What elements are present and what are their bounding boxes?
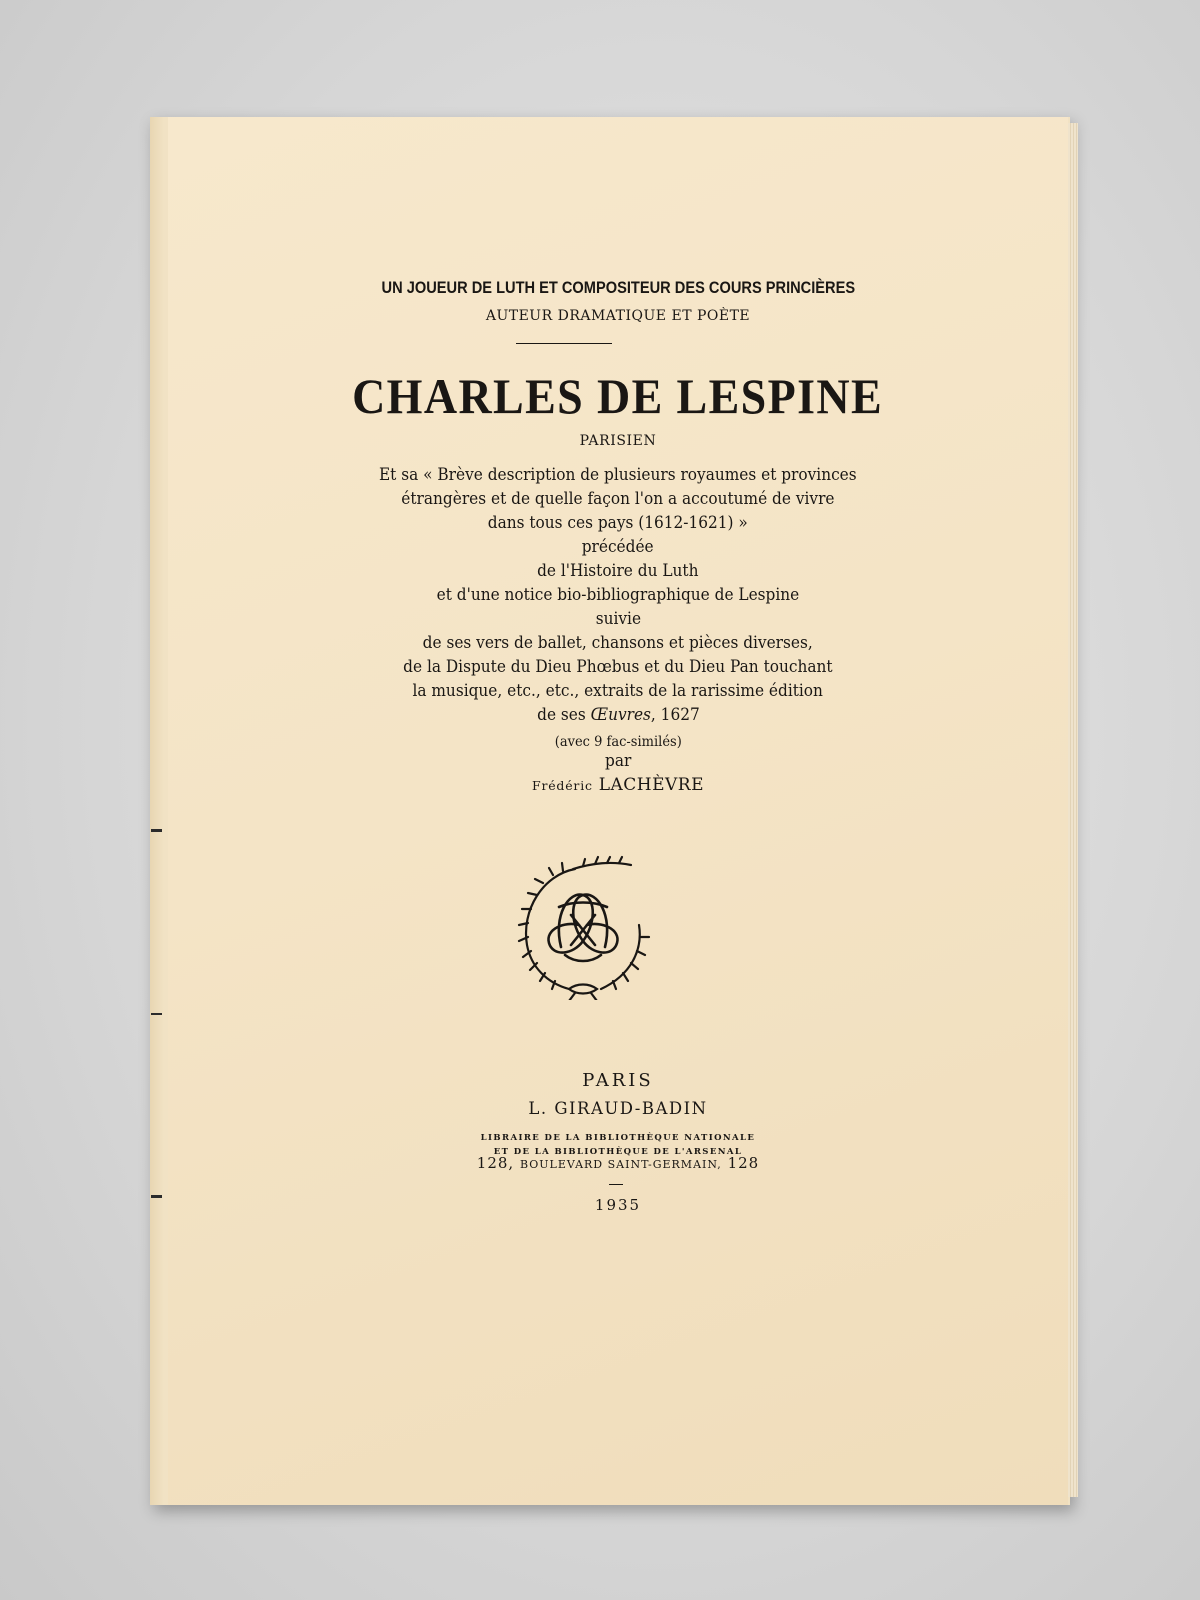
kicker-line-1: UN JOUEUR DE LUTH ET COMPOSITEUR DES COURS PRINCIÈRES: [381, 278, 855, 297]
oeuvres-suffix: , 1627: [650, 705, 700, 724]
publisher-name: L. GIRAUD-BADIN: [528, 1099, 708, 1118]
par-row: [168, 751, 1068, 770]
publisher-row: [168, 1099, 1068, 1118]
oeuvres-prefix: de ses: [536, 705, 591, 724]
monogram-wreath-icon: [513, 855, 653, 1000]
description-text: dans tous ces pays (1612-1621) »: [487, 513, 748, 532]
spine-rule: [151, 1013, 162, 1015]
oeuvres-line: [168, 705, 1068, 724]
publisher-note-1: LIBRAIRE DE LA BIBLIOTHÈQUE NATIONALE: [480, 1133, 756, 1143]
author-name: [532, 775, 704, 795]
description-line: [168, 465, 1068, 484]
description-line: [168, 609, 1068, 628]
address-number: 128: [727, 1154, 760, 1172]
facsimiles-note: (avec 9 fac-similés): [554, 734, 682, 750]
spine-rule: [151, 829, 162, 832]
kicker-line-2: AUTEUR DRAMATIQUE ET POÈTE: [485, 308, 751, 324]
description-line: [168, 681, 1068, 700]
spine-strip: [150, 117, 164, 1505]
cover-page: [168, 117, 1068, 1505]
address-street: BOULEVARD SAINT-GERMAIN,: [519, 1158, 722, 1171]
title-row: [168, 367, 1068, 425]
address-row: [168, 1153, 1068, 1172]
description-text: la musique, etc., etc., extraits de la rarissime édition: [412, 681, 824, 700]
year-row: [168, 1195, 1068, 1214]
city: PARIS: [582, 1070, 654, 1091]
description-line: [168, 561, 1068, 580]
title-rule: [516, 343, 612, 344]
description-line: [168, 657, 1068, 676]
spine-rule: [151, 1195, 162, 1198]
subtitle: PARISIEN: [579, 433, 657, 449]
description-text: et d'une notice bio-bibliographique de Lespine: [436, 585, 800, 604]
description-text: de l'Histoire du Luth: [537, 561, 699, 580]
publication-year: 1935: [594, 1196, 642, 1214]
description-text: de ses vers de ballet, chansons et pièces diverses,: [422, 633, 814, 652]
author-row: [168, 775, 1068, 795]
year-rule: [609, 1184, 623, 1185]
book-title: CHARLES DE LESPINE: [352, 368, 884, 424]
description-line: [168, 585, 1068, 604]
description-text: de la Dispute du Dieu Phœbus et du Dieu Pan touchant: [403, 657, 833, 676]
author-last-name: LACHÈVRE: [598, 775, 705, 795]
publisher-address: [477, 1154, 759, 1172]
subtitle-row: [168, 430, 1068, 449]
page-edges: [1068, 123, 1078, 1497]
kicker-line-1-row: [168, 278, 1068, 298]
author-first-name: Frédéric: [531, 778, 593, 793]
description-line: [168, 513, 1068, 532]
description-line: [168, 633, 1068, 652]
description-text: étrangères et de quelle façon l'on a accoutumé de vivre: [401, 489, 835, 508]
publisher-note-2: ET DE LA BIBLIOTHÈQUE DE L'ARSENAL: [493, 1147, 743, 1157]
description-line: [168, 537, 1068, 556]
facsimiles-row: [168, 731, 1068, 750]
book: [150, 117, 1070, 1505]
address-number: 128,: [476, 1154, 515, 1172]
description-text: précédée: [582, 537, 654, 556]
description-text: suivie: [595, 609, 641, 628]
description-line: [168, 489, 1068, 508]
oeuvres-text: [537, 705, 700, 724]
description-text: Et sa « Brève description de plusieurs royaumes et provinces: [379, 465, 857, 484]
city-row: [168, 1070, 1068, 1091]
par-word: par: [604, 751, 632, 770]
kicker-line-2-row: [168, 305, 1068, 324]
oeuvres-title: Œuvres: [590, 705, 651, 724]
